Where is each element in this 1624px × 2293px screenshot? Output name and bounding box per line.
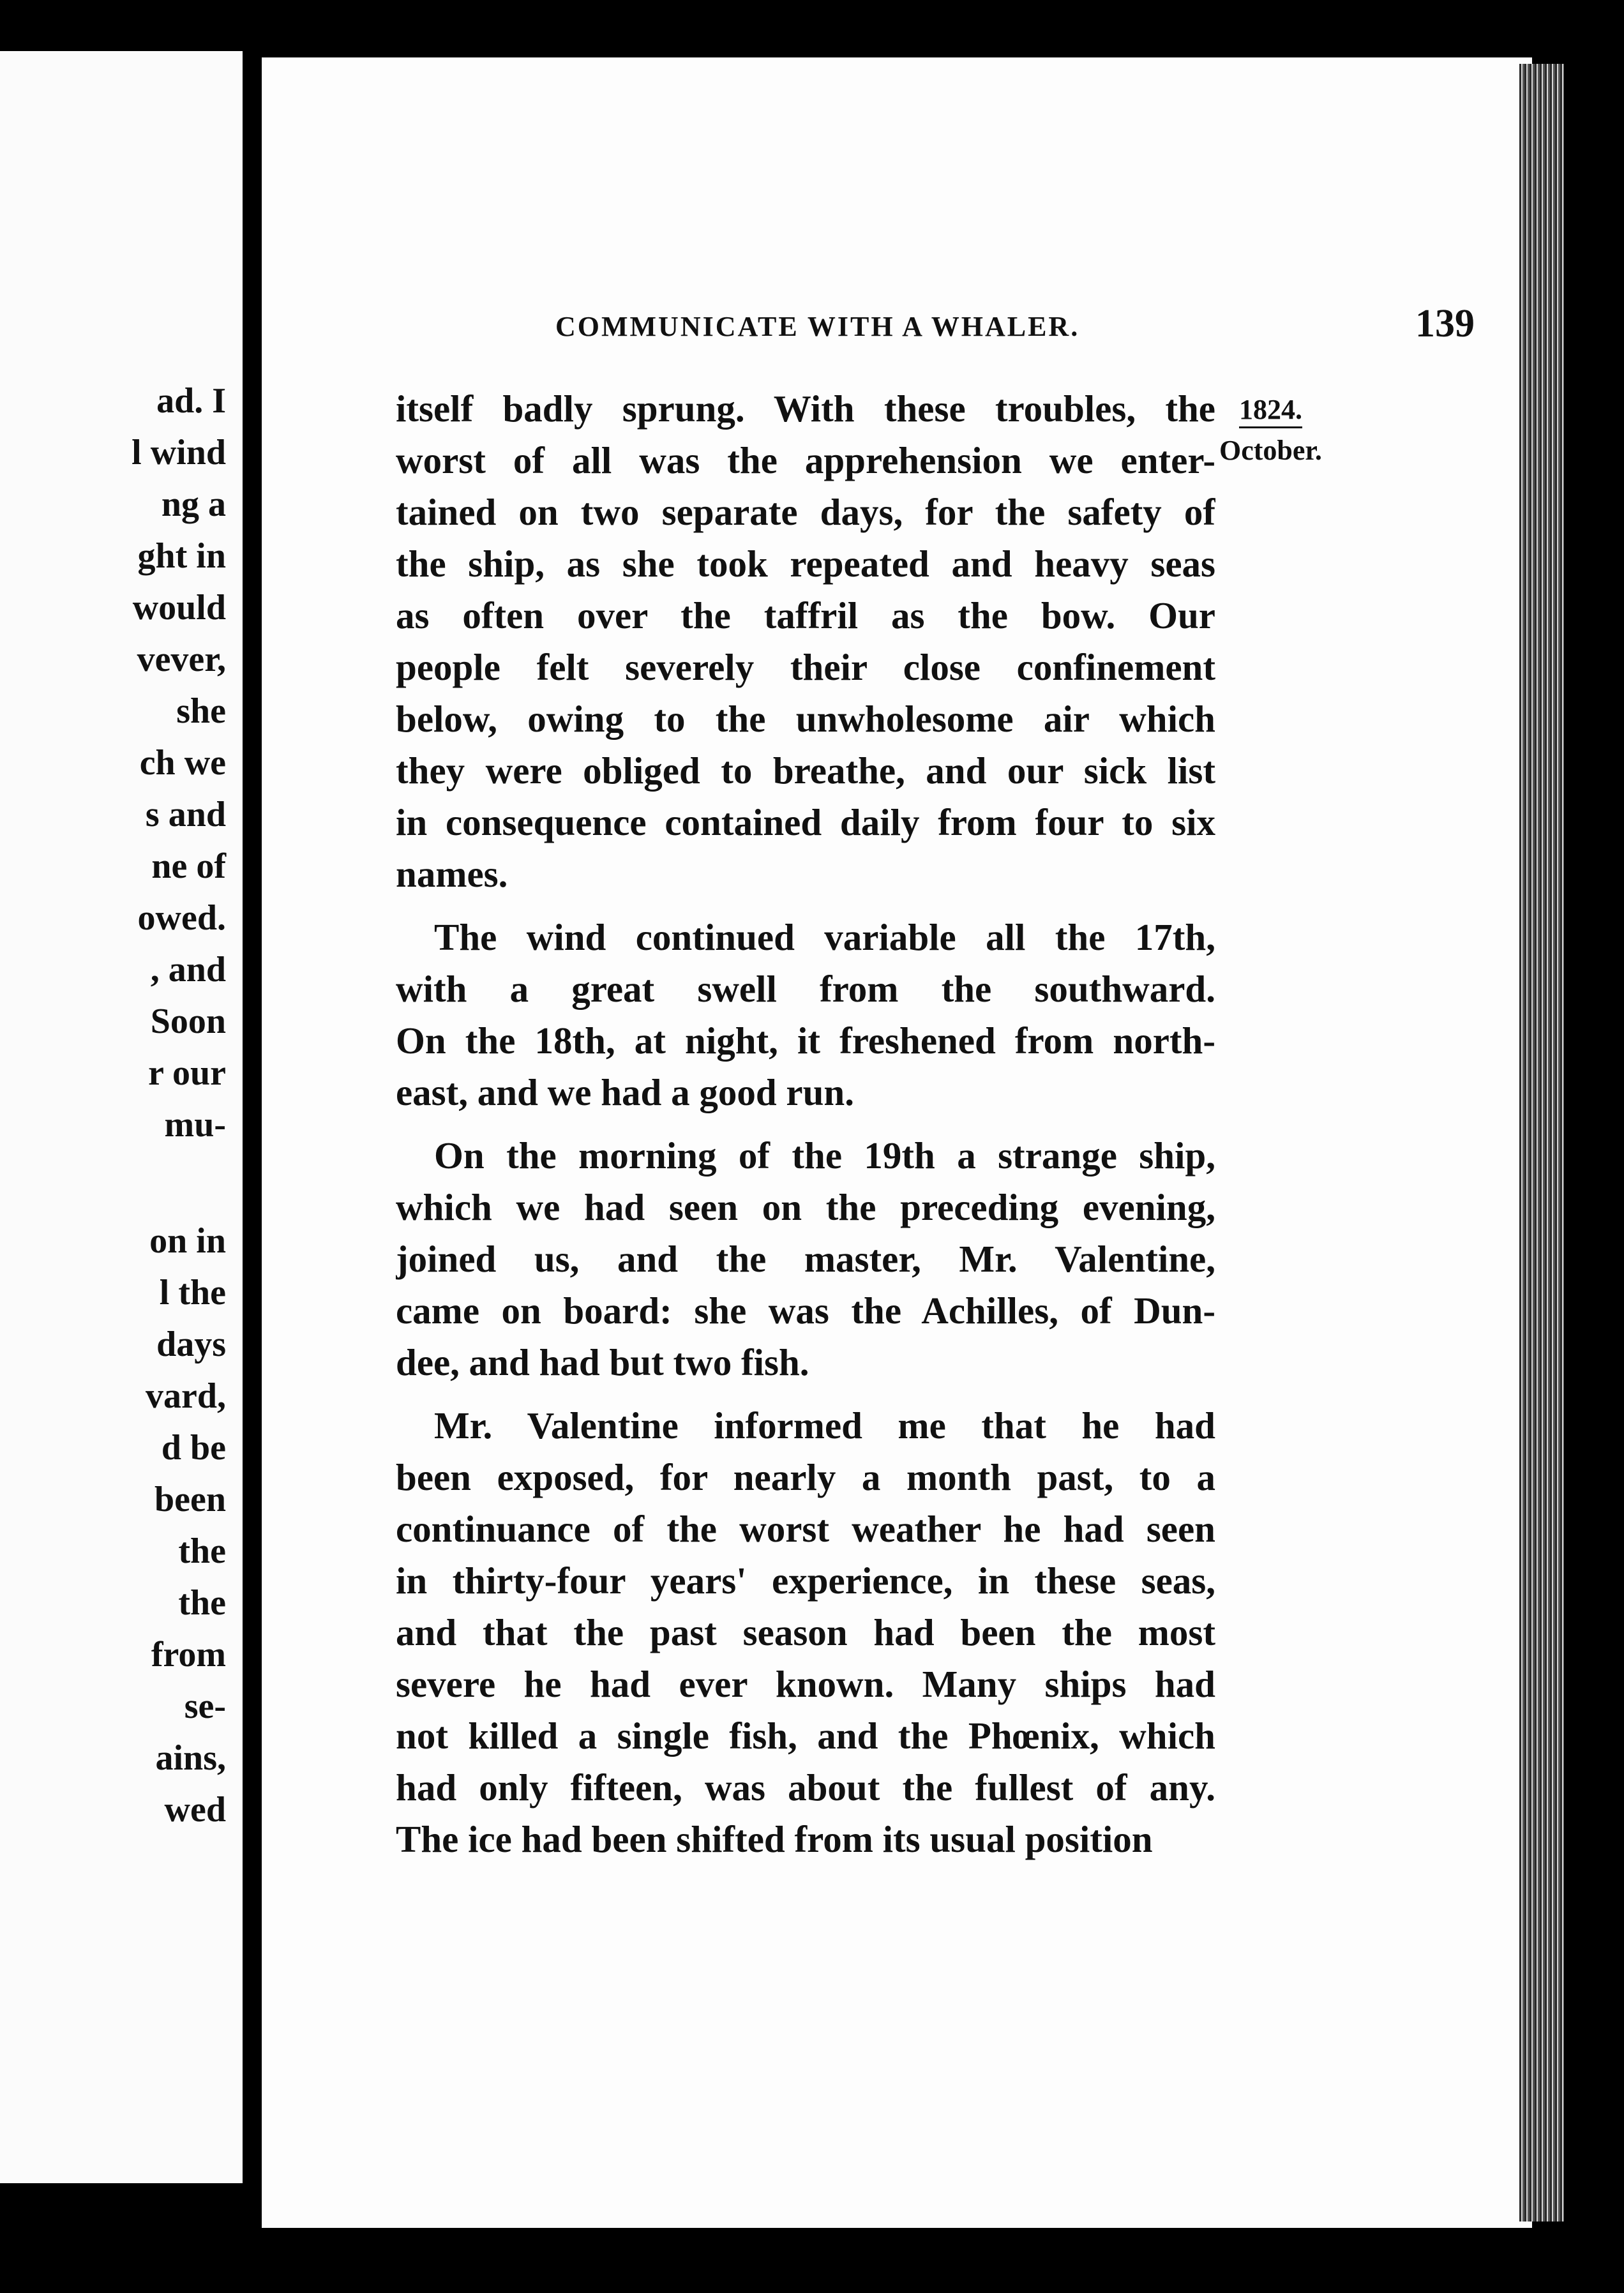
body-text	[396, 383, 1215, 1865]
left-page-fragment: r our	[148, 1053, 226, 1093]
left-page-fragment: ght in	[137, 536, 226, 576]
text-line: joined us, and the master, Mr. Valentine,	[396, 1238, 1215, 1280]
text-line: been exposed, for nearly a month past, to a	[396, 1456, 1215, 1498]
left-page-fragment: ad. I	[156, 381, 226, 421]
marginal-year: 1824.	[1239, 396, 1302, 428]
left-page-fragment: would	[132, 588, 226, 628]
text-line: names.	[396, 853, 508, 895]
marginal-note	[1219, 396, 1322, 469]
left-page-fragment: ng a	[161, 485, 226, 524]
text-line: itself badly sprung. With these troubles, the	[396, 387, 1215, 430]
left-page-fragment: the	[178, 1531, 226, 1571]
text-line: dee, and had but two fish.	[396, 1341, 809, 1383]
book-gutter	[243, 0, 262, 2293]
text-line: Mr. Valentine informed me that he had	[434, 1404, 1215, 1447]
text-line: worst of all was the apprehension we enter-	[396, 439, 1215, 481]
text-line: The wind continued variable all the 17th,	[434, 916, 1215, 958]
paragraph	[396, 912, 1215, 1118]
text-line: in thirty-four years' experience, in these seas,	[396, 1560, 1215, 1602]
running-title: COMMUNICATE WITH A WHALER.	[555, 311, 1080, 342]
text-line: east, and we had a good run.	[396, 1071, 854, 1113]
left-page-fragment: been	[154, 1480, 226, 1519]
text-line: as often over the taffril as the bow. Our	[396, 594, 1215, 636]
left-page-fragment: l wind	[132, 433, 226, 472]
marginal-month: October.	[1219, 435, 1322, 466]
text-line: tained on two separate days, for the safety of	[396, 491, 1215, 533]
text-line: which we had seen on the preceding evening,	[396, 1186, 1215, 1228]
book-page	[262, 57, 1532, 2228]
text-line: people felt severely their close confinement	[396, 646, 1215, 688]
left-page-fragment: l the	[159, 1273, 226, 1312]
left-page-fragment: vever,	[137, 640, 226, 679]
text-line: not killed a single fish, and the Phœnix, which	[396, 1715, 1215, 1757]
left-page-fragment: s and	[145, 795, 226, 834]
text-line: had only fifteen, was about the fullest of any.	[396, 1766, 1215, 1808]
left-page-fragment: from	[151, 1635, 226, 1674]
left-page-fragment: owed.	[137, 898, 226, 938]
left-page-fragment: on in	[149, 1221, 226, 1261]
left-page-fragment: Soon	[150, 1002, 226, 1041]
text-line: continuance of the worst weather he had seen	[396, 1508, 1215, 1550]
text-line: The ice had been shifted from its usual position	[396, 1818, 1153, 1860]
text-line: the ship, as she took repeated and heavy seas	[396, 543, 1215, 585]
left-page-fragment: ains,	[155, 1738, 226, 1778]
text-line: came on board: she was the Achilles, of Dun-	[396, 1289, 1215, 1332]
text-line: with a great swell from the southward.	[396, 968, 1215, 1010]
text-line: On the 18th, at night, it freshened from north-	[396, 1019, 1215, 1062]
text-line: On the morning of the 19th a strange ship,	[434, 1134, 1215, 1177]
page-number: 139	[1415, 302, 1475, 345]
left-page-fragment: the	[178, 1583, 226, 1623]
text-line: severe he had ever known. Many ships had	[396, 1663, 1215, 1705]
left-page-fragment: ne of	[151, 846, 226, 886]
paragraph	[396, 1130, 1215, 1388]
left-page-fragment: se-	[184, 1687, 226, 1726]
running-head	[555, 301, 1475, 352]
left-page-fragment: , and	[150, 950, 226, 989]
left-page-fragment: ch we	[139, 743, 226, 783]
paragraph	[396, 383, 1215, 900]
facing-page-left	[0, 51, 243, 2183]
left-page-fragment: d be	[161, 1428, 226, 1468]
text-line: and that the past season had been the most	[396, 1611, 1215, 1653]
left-page-fragment: wed	[164, 1790, 226, 1830]
page-edges	[1519, 64, 1564, 2222]
left-page-fragment: vard,	[146, 1376, 226, 1416]
text-line: in consequence contained daily from four to six	[396, 801, 1215, 843]
paragraph	[396, 1400, 1215, 1865]
text-line: they were obliged to breathe, and our sick list	[396, 749, 1215, 792]
left-page-fragment: days	[156, 1325, 226, 1364]
text-line: below, owing to the unwholesome air which	[396, 698, 1215, 740]
left-page-fragment: mu-	[164, 1105, 226, 1145]
left-page-fragment: she	[176, 691, 226, 731]
